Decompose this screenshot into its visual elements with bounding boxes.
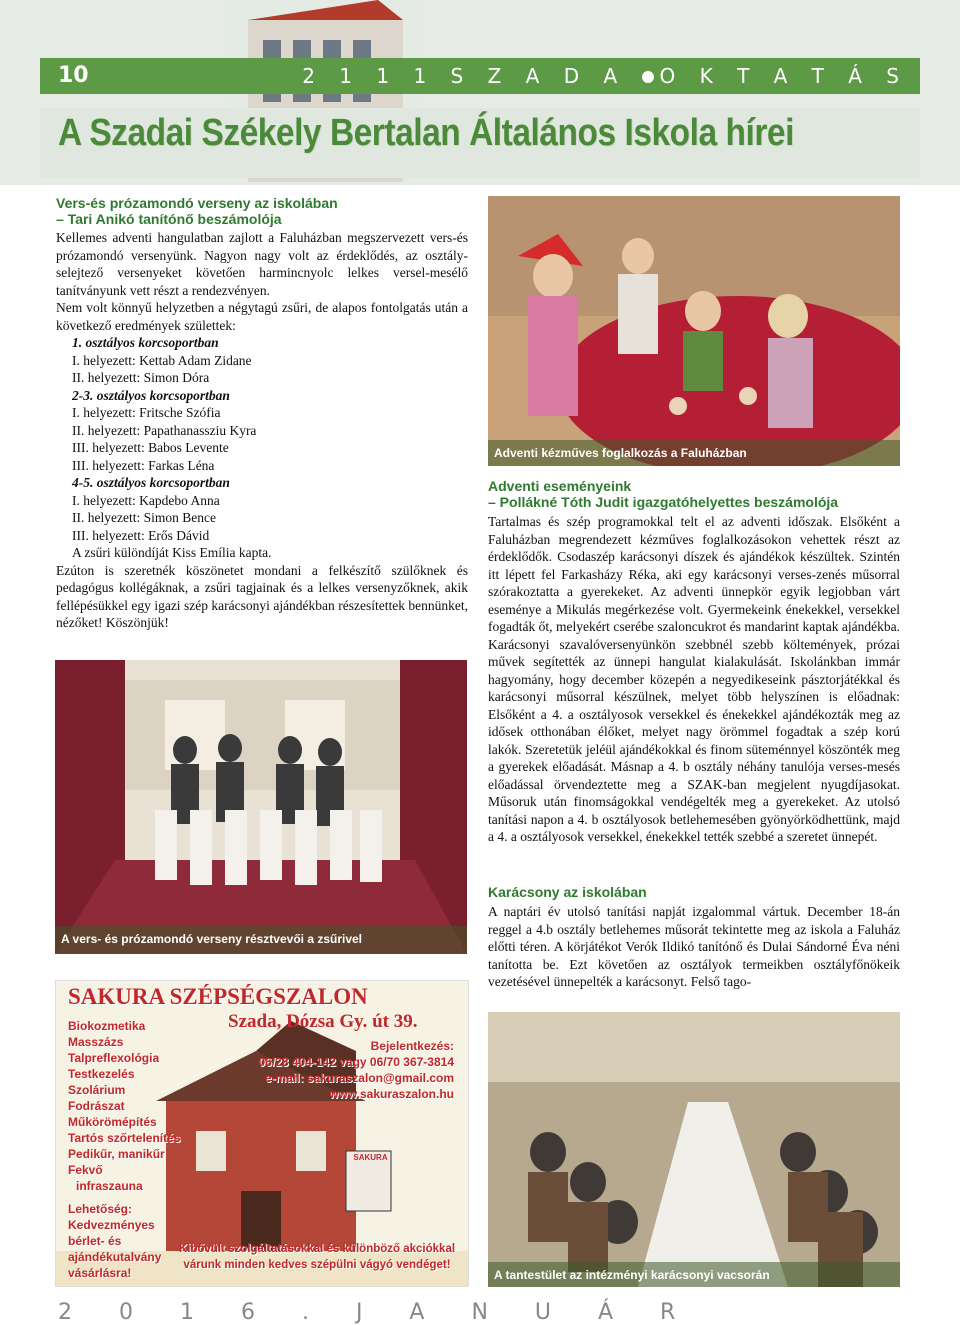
advertisement-sakura [55, 980, 469, 1287]
article-title: Adventi eseményeink [488, 478, 632, 494]
section-label [302, 58, 908, 94]
ad-services [68, 1018, 180, 1194]
salon-sign: SAKURA [353, 1153, 388, 1162]
result-item: I. helyezett: Kettab Adam Zidane [72, 352, 252, 368]
ad-offer [68, 1201, 161, 1281]
issue-date: 2 0 1 6 . J A N U Á R [58, 1300, 696, 1325]
article-title: Vers-és prózamondó verseny az iskolában [56, 195, 338, 211]
page-number: 10 [58, 63, 89, 88]
section-topic: O K T A T Á S [659, 64, 908, 88]
article-subtitle: – Tari Anikó tanítónő beszámolója [56, 211, 282, 227]
service-item: Biokozmetika [68, 1019, 146, 1033]
results-group: 2-3. osztályos korcsoportban [72, 387, 230, 403]
service-item: Testkezelés [68, 1067, 135, 1081]
offer-line: bérlet- és [68, 1234, 122, 1248]
results-group: 1. osztályos korcsoportban [72, 335, 219, 350]
result-item: I. helyezett: Kapdebo Anna [72, 492, 220, 508]
service-item: infraszauna [76, 1179, 143, 1193]
result-item: I. helyezett: Fritsche Szófia [72, 405, 221, 420]
article-paragraph: Tartalmas és szép programokkal telt el az adventi időszak. Elsőként a Faluházban megrendezett kézműves foglalkozásokon vehettek részt az érdeklődők. Csodaszép karácsonyi díszek és ajándékok készültek. Szintén itt lépett fel Farkasházy Réka, aki egy karácsonyi verses-zenés műsorral szórakoztatta a gyerekeket. Az adventi ünnepkör egyik legjobban várt eseménye a Mikulás megérkezése volt. Gyermekeink énekekkel, versekkel fogadták őt, melyekért cserébe szaloncukrot és mandarint kaptak ajándékba. Karácsonyi szavalóversenyünkön szebbnél szebb költemények, prózai művek segítették az ünnepi hangulat kialakulását. Iskolánkban immár hagyomány, hogy december közepén a negyedikeseink pásztorjátékkal és karácsonyi műsorral készülnek, melyet több helyszínen is előadnak: Elsőként a 4. a osztályosok versekkel és énekekkel ajándékozták meg az idősek otthonában élőket, melyet nagy örömmel fogadtak a szép korú lakók. Szeretetük jeléül ajándékokkal és finom süteménnyel köszönték meg a gyerekek előadását. Másnap a 4. b osztály néhány tanulója verses-mesés előadással örvendeztette meg a SZAK-ban megjelent nyugdíjasokat. Műsoruk után finomságokkal vendégelték meg a gyerekeket. Az utolsó tanítási napon a 4. b osztályosok betlehemesében gyönyörködhettünk, majd a 4. a osztályosok versekkel, énekekkel tették szebbé a szeretet ünnepét. [488, 514, 900, 844]
article-title: Karácsony az iskolában [488, 884, 647, 900]
article-subtitle: – Pollákné Tóth Judit igazgatóhelyettes beszámolója [488, 494, 839, 510]
service-item: Tartós szőrtelenítés [68, 1131, 181, 1145]
section-town: 2 1 1 1 S Z A D A [302, 64, 627, 88]
service-item: Masszázs [68, 1035, 124, 1049]
contact-website[interactable]: www.sakuraszalon.hu [329, 1087, 454, 1101]
ad-address: Szada, Dózsa Gy. út 39. [228, 1011, 418, 1032]
bullet-icon [642, 71, 654, 83]
result-item: II. helyezett: Papathanassziu Kyra [72, 422, 257, 438]
article-paragraph: Nem volt könnyű helyzetben a négytagú zsűri, de alapos fontolgatás után a következő eredmények születtek: [56, 300, 468, 333]
photo-caption: Adventi kézműves foglalkozás a Faluházban [494, 446, 747, 460]
article-verseny [56, 195, 468, 632]
ad-contact [259, 1038, 455, 1102]
result-item: II. helyezett: Simon Bence [72, 510, 216, 525]
offer-line: Lehetőség: [68, 1202, 133, 1216]
photo-advent-crafts [488, 196, 900, 466]
result-item: III. helyezett: Babos Levente [72, 440, 229, 455]
article-paragraph: Ezúton is szeretnék köszönetet mondani a felkészítő szülőknek és pedagógus kollégáknak, a zsűri tagjainak és a lelkes versenyzőknek, akik fellépésükkel egy igazi szép karácsonyi ajándékban részesítettek bennünket, nézőket! Köszönjük! [56, 562, 468, 630]
service-item: Fekvő [68, 1163, 103, 1177]
article-paragraph: Kellemes adventi hangulatban zajlott a Faluházban megszervezett vers-és prózamondó versenyünk. Nagyon nagy volt az érdeklődés, az osztály-selejtező versenyeket követően harmincnyolc lelkes versel-mesélő tanítványunk vett részt a rendezvényen. [56, 230, 468, 298]
special-prize: A zsűri különdíját Kiss Emília kapta. [72, 545, 272, 560]
ad-title: SAKURA SZÉPSÉGSZALON [68, 984, 368, 1009]
offer-line: ajándékutalvány [68, 1250, 162, 1264]
service-item: Talpreflexológia [68, 1051, 160, 1065]
contact-email[interactable]: e-mail: sakuraszalon@gmail.com [264, 1071, 454, 1085]
service-item: Fodrászat [68, 1099, 125, 1113]
photo-contest-participants [55, 660, 467, 954]
slogan-line: Kibővült szolgáltatásokkal és különböző akciókkal [178, 1243, 456, 1255]
photo-caption: A vers- és prózamondó verseny résztvevői a zsűrivel [61, 932, 363, 946]
result-item: II. helyezett: Simon Dóra [72, 370, 210, 385]
page-title: A Szadai Székely Bertalan Általános Iskola hírei [58, 112, 794, 154]
contact-phones: 06/28 404-142 vagy 06/70 367-3814 [258, 1055, 454, 1069]
ad-slogan [172, 1241, 462, 1273]
result-item: III. helyezett: Erős Dávid [72, 527, 210, 543]
results-group: 4-5. osztályos korcsoportban [72, 475, 230, 490]
results-list [56, 334, 468, 562]
offer-line: Kedvezményes [68, 1218, 155, 1232]
result-item: III. helyezett: Farkas Léna [72, 457, 215, 473]
photo-staff-dinner [488, 1012, 900, 1287]
article-paragraph: A naptári év utolsó tanítási napját izgalommal vártuk. December 18-án reggel a 4.b osztály betlehemes műsorát tekintette meg az iskola a Faluház előtti téren. A körjátékot Verók Ildikó tanítónő és Dulai Sándorné Éva néni tanította be. Ezt követően az osztályok termeikben osztályfőnökeik vezetésével ünnepelték a karácsonyt. Felső tago- [488, 904, 900, 989]
photo-caption: A tantestület az intézményi karácsonyi vacsorán [494, 1268, 770, 1282]
article-christmas [488, 884, 900, 991]
service-item: Műkörömépítés [68, 1115, 157, 1129]
offer-line: vásárlásra! [68, 1266, 132, 1280]
slogan-line: várunk minden kedves szépülni vágyó vendéget! [183, 1259, 451, 1271]
article-advent [488, 478, 900, 846]
contact-title: Bejelentkezés: [370, 1039, 454, 1053]
service-item: Szolárium [68, 1083, 126, 1097]
service-item: Pedikűr, manikűr [68, 1147, 165, 1161]
